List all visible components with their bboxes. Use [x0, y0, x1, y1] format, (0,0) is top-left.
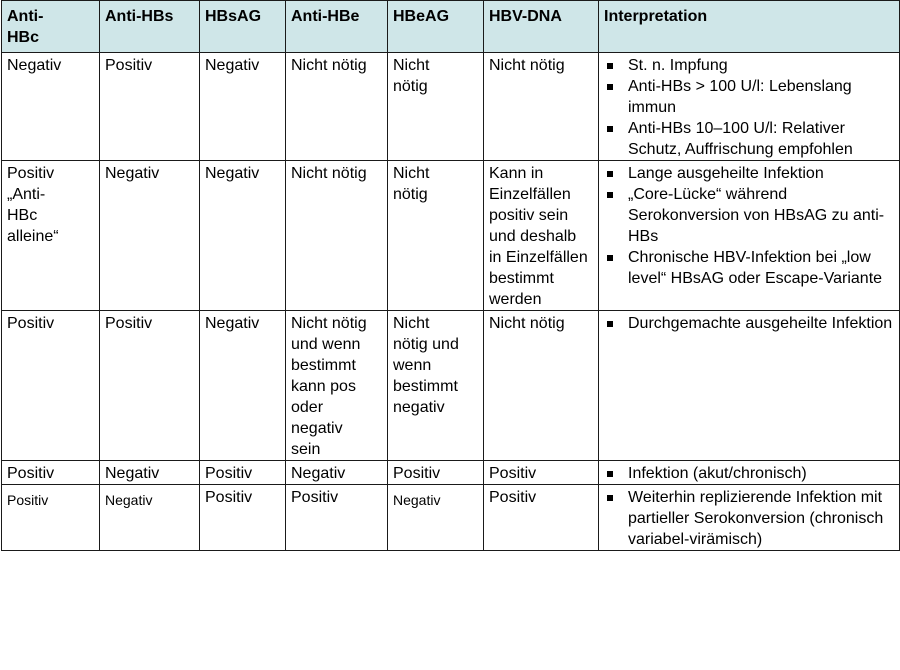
cell-anti-hbe: Nicht nötig [286, 53, 388, 161]
cell-anti-hbe: Negativ [286, 461, 388, 485]
header-hbv-dna: HBV-DNA [484, 1, 599, 53]
cell-anti-hbc: Positiv „Anti-HBc alleine“ [2, 161, 100, 311]
interpretation-text: Infektion (akut/chronisch) [628, 465, 807, 482]
list-item [604, 247, 894, 289]
table-row [2, 485, 900, 551]
cell-hbsag: Negativ [200, 53, 286, 161]
cell-hbeag: Positiv [388, 461, 484, 485]
bullet-icon [607, 84, 613, 90]
cell-hbv-dna: Positiv [484, 461, 599, 485]
header-anti-hbe: Anti-HBe [286, 1, 388, 53]
cell-hbsag: Negativ [200, 311, 286, 461]
bullet-icon [607, 192, 613, 198]
list-item [604, 463, 894, 484]
cell-anti-hbs: Negativ [100, 461, 200, 485]
cell-interpretation [599, 311, 900, 461]
list-item [604, 118, 894, 160]
cell-anti-hbc: Positiv [2, 485, 100, 551]
cell-anti-hbe: Nicht nötig und wenn bestimmt kann pos oder negativ sein [286, 311, 388, 461]
cell-interpretation [599, 53, 900, 161]
bullet-icon [607, 126, 613, 132]
cell-interpretation [599, 161, 900, 311]
interpretation-text: Lange ausgeheilte Infektion [628, 165, 824, 182]
interpretation-list [604, 55, 894, 160]
interpretation-list [604, 163, 894, 289]
header-anti-hbs: Anti-HBs [100, 1, 200, 53]
list-item [604, 163, 894, 184]
list-item [604, 76, 894, 118]
list-item [604, 487, 894, 550]
list-item [604, 184, 894, 247]
interpretation-list [604, 487, 894, 550]
header-hbsag: HBsAG [200, 1, 286, 53]
header-interpretation: Interpretation [599, 1, 900, 53]
cell-anti-hbc: Negativ [2, 53, 100, 161]
cell-hbeag: Nicht nötig und wenn bestimmt negativ [388, 311, 484, 461]
cell-anti-hbc: Positiv [2, 311, 100, 461]
cell-hbeag: Negativ [388, 485, 484, 551]
cell-hbv-dna: Positiv [484, 485, 599, 551]
cell-anti-hbe: Positiv [286, 485, 388, 551]
table-row [2, 161, 900, 311]
bullet-icon [607, 255, 613, 261]
cell-hbsag: Positiv [200, 485, 286, 551]
cell-hbeag: Nicht nötig [388, 161, 484, 311]
bullet-icon [607, 321, 613, 327]
bullet-icon [607, 63, 613, 69]
interpretation-text: St. n. Impfung [628, 57, 728, 74]
cell-hbeag: Nicht nötig [388, 53, 484, 161]
cell-interpretation [599, 461, 900, 485]
header-anti-hbc: Anti-HBc [2, 1, 100, 53]
cell-hbv-dna: Nicht nötig [484, 311, 599, 461]
interpretation-text: „Core-Lücke“ während Serokonversion von HBsAG zu anti-HBs [628, 186, 885, 245]
cell-hbv-dna: Nicht nötig [484, 53, 599, 161]
interpretation-text: Durchgemachte ausgeheilte Infektion [628, 315, 893, 332]
cell-anti-hbs: Negativ [100, 485, 200, 551]
interpretation-list [604, 463, 894, 484]
cell-anti-hbc: Positiv [2, 461, 100, 485]
table-row [2, 311, 900, 461]
list-item [604, 55, 894, 76]
table-row [2, 461, 900, 485]
cell-anti-hbe: Nicht nötig [286, 161, 388, 311]
cell-anti-hbs: Positiv [100, 311, 200, 461]
interpretation-text: Weiterhin replizierende Infektion mit partieller Serokonversion (chronisch variabel-virämisch) [628, 489, 884, 548]
cell-hbv-dna: Kann in Einzelfällen positiv sein und deshalb in Einzelfällen bestimmt werden [484, 161, 599, 311]
interpretation-text: Anti-HBs 10–100 U/l: Relativer Schutz, Auffrischung empfohlen [628, 120, 853, 158]
interpretation-text: Anti-HBs > 100 U/l: Lebenslang immun [628, 78, 852, 116]
hbv-serology-table [1, 0, 900, 551]
cell-hbsag: Negativ [200, 161, 286, 311]
bullet-icon [607, 471, 613, 477]
header-row [2, 1, 900, 53]
cell-anti-hbs: Positiv [100, 53, 200, 161]
interpretation-list [604, 313, 894, 334]
bullet-icon [607, 495, 613, 501]
bullet-icon [607, 171, 613, 177]
cell-interpretation [599, 485, 900, 551]
cell-hbsag: Positiv [200, 461, 286, 485]
header-hbeag: HBeAG [388, 1, 484, 53]
cell-anti-hbs: Negativ [100, 161, 200, 311]
table-row [2, 53, 900, 161]
interpretation-text: Chronische HBV-Infektion bei „low level“ HBsAG oder Escape-Variante [628, 249, 883, 287]
list-item [604, 313, 894, 334]
